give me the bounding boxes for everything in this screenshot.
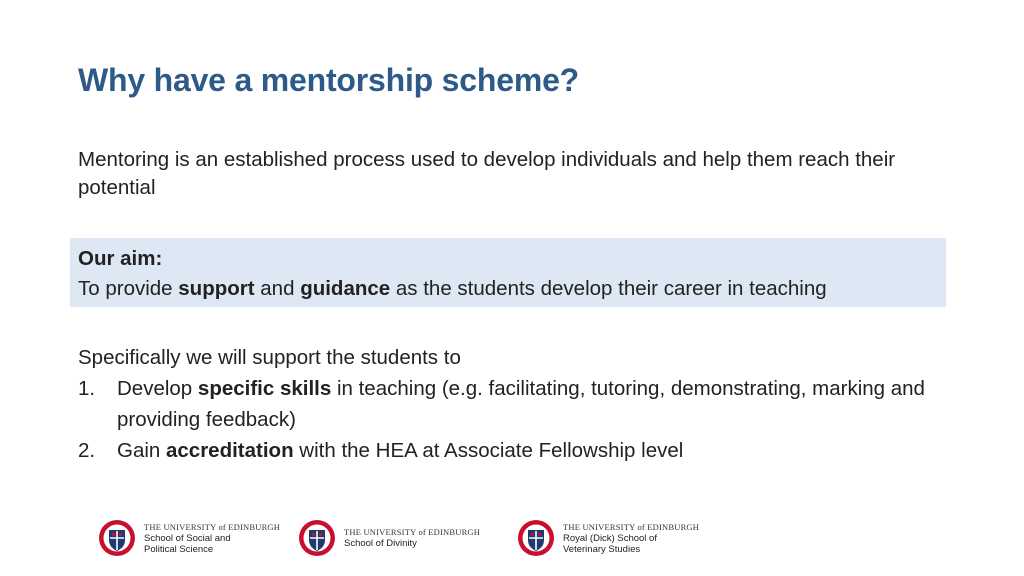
aim-text-part: and — [254, 277, 301, 300]
list-text: Develop — [117, 377, 198, 400]
specific-goals-section — [78, 342, 958, 466]
aim-heading: Our aim: — [78, 247, 163, 270]
list-text: with the HEA at Associate Fellowship level — [293, 439, 684, 462]
aim-text — [78, 274, 938, 304]
logo-veterinary-studies — [517, 514, 699, 562]
university-crest-icon — [98, 518, 136, 558]
list-item — [78, 435, 958, 466]
specific-lead: Specifically we will support the students to — [78, 346, 461, 369]
school-name-line: School of Social and — [144, 532, 231, 544]
footer-logos — [0, 514, 1024, 564]
aim-bold-support: support — [178, 277, 255, 300]
university-name: THE UNIVERSITY of EDINBURGH — [563, 521, 700, 532]
list-bold: specific skills — [197, 377, 332, 400]
intro-paragraph: Mentoring is an established process used to develop individuals and help them reach their potential — [78, 148, 896, 199]
goals-list — [78, 373, 958, 466]
aim-callout — [70, 238, 946, 307]
logo-divinity — [298, 514, 480, 562]
list-item — [78, 373, 958, 435]
university-name: THE UNIVERSITY of EDINBURGH — [344, 527, 481, 537]
list-text: Gain — [117, 439, 166, 462]
university-crest-icon — [298, 518, 336, 558]
school-name-line: Royal (Dick) School of — [563, 532, 657, 544]
logo-text — [563, 522, 699, 555]
school-name-line: Political Science — [144, 543, 214, 555]
list-text: in teaching (e.g. facilitating, tutoring, demonstrating, marking and providing feedback) — [117, 377, 925, 431]
logo-text — [144, 522, 280, 555]
list-number: 2. — [78, 439, 96, 462]
aim-bold-guidance: guidance — [300, 277, 391, 300]
school-name-line: Veterinary Studies — [563, 543, 641, 555]
list-number: 1. — [78, 377, 96, 400]
aim-text-part: To provide — [78, 277, 179, 300]
logo-social-political-science — [98, 514, 280, 562]
university-crest-icon — [517, 518, 555, 558]
list-bold: accreditation — [166, 439, 294, 462]
school-name-line: School of Divinity — [344, 538, 417, 549]
slide-title: Why have a mentorship scheme? — [78, 62, 580, 98]
logo-text — [344, 527, 480, 549]
university-name: THE UNIVERSITY of EDINBURGH — [144, 521, 281, 532]
aim-text-part: as the students develop their career in teaching — [390, 277, 827, 300]
